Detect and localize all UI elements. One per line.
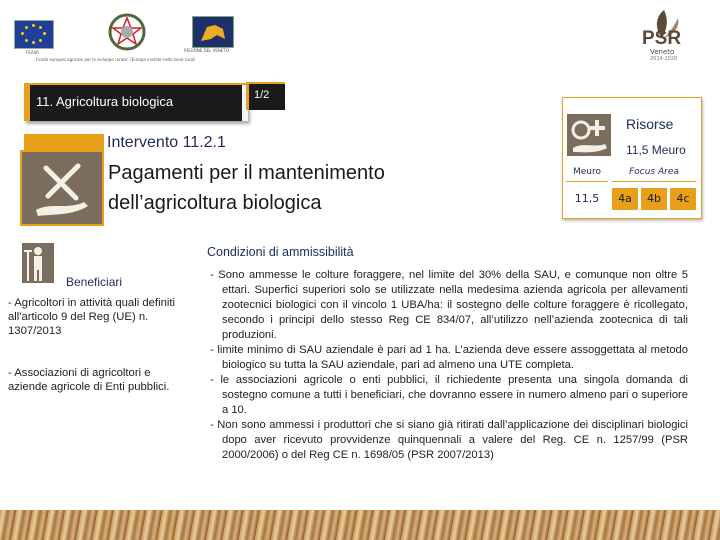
condizioni-item: - limite minimo di SAU aziendale è pari ad 1 ha. L’azienda deve essere assoggettata al metodo biologico su tutta la SAU aziendale, pari ad almeno una UTE completa. (210, 344, 688, 371)
resources-col-meuro: Meuro (566, 167, 608, 182)
beneficiari-item: - Agricoltori in attività quali definiti all'articolo 9 del Reg (UE) n. 1307/2013 (8, 297, 176, 337)
condizioni-item: - Sono ammesse le colture foraggere, nel limite del 30% della SAU, e comunque non oltre 5 ettari. Superfici superiori solo se utilizzate nella medesima azienda agricola per allevamenti zootecnici biologici con il vincolo 1 UBA/ha: il sostegno delle colture foraggere è ricollegato, secondo i principi dello stesso Reg CE 834/07, all’utilizzo nell’azienda zootecnica di tali produzioni. (210, 269, 688, 341)
intervento-label: Intervento 11.2.1 (107, 134, 226, 151)
focus-area-4c: 4c (670, 188, 696, 210)
eu-caption: Fondo europeo agricolo per lo sviluppo rurale: l'Europa investe nelle zone rurali (36, 57, 196, 62)
veneto-lion-icon (192, 16, 234, 48)
farmer-icon (22, 243, 54, 283)
psr-title: PSR (642, 28, 682, 49)
veneto-region-label: REGIONE DEL VENETO (184, 48, 230, 53)
psr-subtitle: Veneto (650, 48, 675, 56)
resources-label: Risorse (626, 116, 674, 132)
condizioni-title: Condizioni di ammissibilità (207, 245, 354, 259)
focus-area-4a: 4a (612, 188, 638, 210)
condizioni-item: - Non sono ammessi i produttori che si siano già ritirati dall’applicazione dei disciplinari biologici dopo aver ricevuto provvidenze quinquennali a valere del Reg. CE n. 1257/99 (PSR 2000/2006) o del Reg CE n. 1698/05 (PSR 2007/2013) (210, 419, 688, 461)
eu-fund-label: FEASR (26, 50, 39, 55)
tools-hand-icon (20, 150, 104, 226)
resources-meuro-value: 11,5 (566, 188, 608, 210)
resources-icon (567, 114, 611, 156)
psr-logo (634, 8, 694, 64)
condizioni-list (210, 268, 688, 463)
section-title: 11. Agricoltura biologica (36, 94, 174, 109)
beneficiari-item: - Associazioni di agricoltori e aziende agricole di Enti pubblici. (8, 367, 170, 393)
page-number: 1/2 (254, 89, 270, 101)
wheat-footer-image (0, 510, 720, 540)
condizioni-item: - le associazioni agricole o enti pubblici, il richiedente presenta una singola domanda di sostegno comune a tutti i beneficiari, che dovranno essere in numero almeno pari o superiore a 10. (210, 374, 688, 416)
italian-republic-emblem-icon (108, 12, 146, 52)
section-title-box (24, 83, 248, 121)
psr-years: 2014-2020 (650, 56, 678, 62)
beneficiari-title: Beneficiari (66, 275, 123, 289)
resources-total: 11,5 Meuro (626, 143, 686, 157)
eu-flag-icon (14, 20, 54, 49)
measure-heading-line1: Pagamenti per il mantenimento (108, 162, 385, 184)
measure-heading-line2: dell’agricoltura biologica (108, 192, 322, 214)
focus-area-4b: 4b (641, 188, 667, 210)
resources-col-focus-area: Focus Area (612, 167, 696, 182)
page-indicator (246, 82, 285, 110)
